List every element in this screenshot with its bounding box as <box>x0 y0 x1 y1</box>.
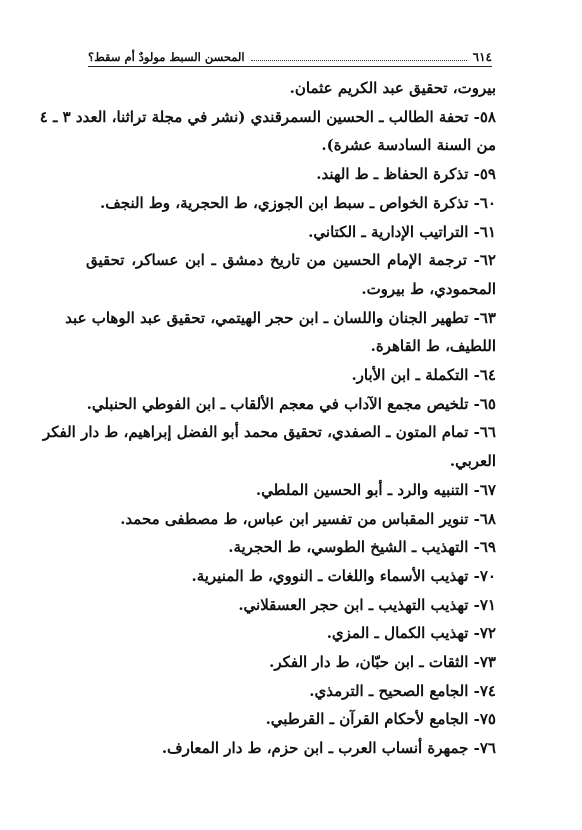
running-header <box>88 44 492 67</box>
bibliography-line: العربي. <box>449 452 496 471</box>
bibliography-line: ٧٤- الجامع الصحيح ـ الترمذي. <box>309 681 496 700</box>
bibliography-list <box>39 74 496 763</box>
bibliography-line: ٦٢- ترجمة الإمام الحسين من تاريخ دمشق ـ ابن عساكر، تحقيق <box>86 251 496 270</box>
bibliography-line: ٧٣- الثقات ـ ابن حبّان، ط دار الفكر. <box>269 653 496 672</box>
bibliography-line: ٧١- تهذيب التهذيب ـ ابن حجر العسقلاني. <box>238 595 496 614</box>
bibliography-line: ٦٨- تنوير المقباس من تفسير ابن عباس، ط مصطفى محمد. <box>120 509 496 528</box>
bibliography-line: ٧٥- الجامع لأحكام القرآن ـ القرطبي. <box>265 710 496 729</box>
running-title: المحسن السبط مولودٌ أم سقط؟ <box>88 50 245 64</box>
bibliography-line: اللطيف، ط القاهرة. <box>370 337 496 356</box>
bibliography-line: ٧٦- جمهرة أنساب العرب ـ ابن حزم، ط دار المعارف. <box>161 739 496 758</box>
bibliography-line: ٦٤- التكملة ـ ابن الأبار. <box>351 366 496 385</box>
bibliography-line: ٦١- التراتيب الإدارية ـ الكتاني. <box>308 222 496 241</box>
bibliography-line: ٧٠- تهذيب الأسماء واللغات ـ النووي، ط المنيرية. <box>191 566 496 585</box>
bibliography-line: ٦٩- التهذيب ـ الشيخ الطوسي، ط الحجرية. <box>228 538 496 557</box>
page-number: ٦١٤ <box>472 50 492 64</box>
bibliography-line: ٦٥- تلخيص مجمع الآداب في معجم الألقاب ـ ابن الفوطي الحنبلي. <box>86 394 496 413</box>
bibliography-line: ٦٧- التنبيه والرد ـ أبو الحسين الملطي. <box>255 480 496 499</box>
bibliography-line: ٦٠- تذكرة الخواص ـ سبط ابن الجوزي، ط الحجرية، وط النجف. <box>100 193 496 212</box>
bibliography-line: بيروت، تحقيق عبد الكريم عثمان. <box>289 79 496 97</box>
bibliography-line: ٧٢- تهذيب الكمال ـ المزي. <box>326 624 496 643</box>
bibliography-line: ٥٨- تحفة الطالب ـ الحسين السمرقندي (نشر في مجلة تراثنا، العدد ٣ ـ ٤ <box>39 107 496 126</box>
bibliography-line: المحمودي، ط بيروت. <box>361 279 496 298</box>
header-dotted-leader <box>251 60 467 61</box>
bibliography-line: ٦٣- تطهير الجنان واللسان ـ ابن حجر الهيتمي، تحقيق عبد الوهاب عبد <box>65 308 496 327</box>
bibliography-line: من السنة السادسة عشرة). <box>321 136 496 155</box>
bibliography-line: ٦٦- تمام المتون ـ الصفدي، تحقيق محمد أبو الفضل إبراهيم، ط دار الفكر <box>42 423 496 442</box>
bibliography-line: ٥٩- تذكرة الحفاظ ـ ط الهند. <box>316 165 496 184</box>
